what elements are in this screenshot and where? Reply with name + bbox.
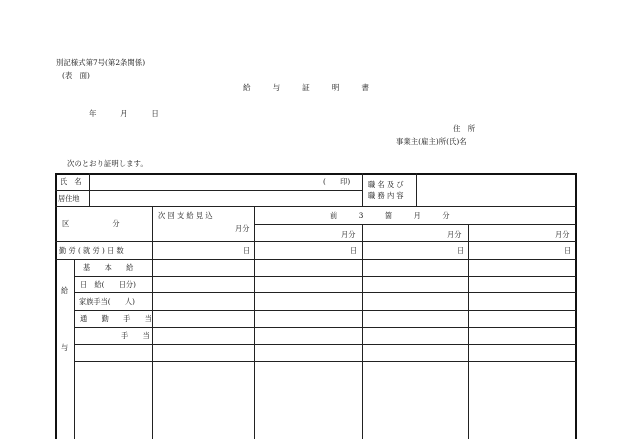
table-line	[74, 276, 576, 277]
table-line	[152, 206, 153, 439]
job-duties-label: 職 務 内 容	[368, 191, 404, 200]
salary-side-label: 与	[61, 343, 69, 352]
table-line	[254, 224, 576, 225]
table-line	[74, 361, 576, 362]
residence-label: 居住地	[58, 194, 80, 203]
workdays-label: 勤 労 ( 就 労 ) 日 数	[59, 246, 124, 255]
employer-label: 事業主(雇主)所(氏)名	[396, 137, 467, 146]
table-line	[468, 224, 469, 439]
date-line: 年 月 日	[89, 109, 162, 118]
table-line	[74, 259, 75, 439]
day-unit-1: 日	[350, 246, 358, 255]
month-unit-3: 月分	[555, 230, 570, 239]
table-border-top	[55, 173, 576, 175]
table-line	[254, 206, 255, 439]
address-label: 住 所	[453, 124, 476, 133]
intro-text: 次のとおり証明します。	[67, 159, 148, 168]
month-unit-2: 月分	[447, 230, 462, 239]
commute-allowance-label: 通 勤 手 当	[80, 314, 152, 323]
previous-three-months-label: 前 3 箇 月 分	[330, 211, 450, 220]
salary-side-label: 給	[61, 286, 69, 295]
table-border-right	[575, 173, 577, 439]
table-line	[74, 310, 576, 311]
family-allowance-label: 家族手当( 人)	[79, 297, 135, 306]
day-unit-3: 日	[564, 246, 572, 255]
table-line	[55, 206, 576, 207]
job-title-label: 職 名 及 び	[368, 180, 404, 189]
table-line	[55, 259, 576, 260]
seal-mark: ( 印)	[323, 177, 351, 186]
table-line	[55, 241, 576, 242]
table-border-left	[55, 173, 57, 439]
table-line	[416, 173, 417, 206]
day-unit-2: 日	[457, 246, 465, 255]
next-pay-month-unit: 月分	[235, 224, 250, 233]
table-line	[74, 344, 576, 345]
other-allowance-label: 手 当	[121, 331, 150, 340]
day-unit-next: 日	[243, 246, 251, 255]
table-line	[362, 224, 363, 439]
next-pay-label: 次 回 支 給 見 込	[158, 211, 213, 220]
table-line	[362, 173, 363, 206]
salary-certificate-table	[55, 173, 576, 439]
table-line	[55, 190, 362, 191]
month-unit-1: 月分	[341, 230, 356, 239]
basic-pay-label: 基 本 給	[83, 263, 134, 272]
form-side-label: (表 面)	[62, 71, 90, 80]
document-title: 給与証明書	[243, 83, 391, 92]
daily-pay-label: 日 給( 日分)	[80, 280, 136, 289]
table-line	[89, 173, 90, 206]
form-reference: 別記様式第7号(第2条関係)	[56, 58, 146, 67]
name-label: 氏 名	[60, 177, 82, 186]
category-label: 区 分	[62, 219, 120, 228]
table-line	[74, 292, 576, 293]
table-line	[74, 327, 576, 328]
